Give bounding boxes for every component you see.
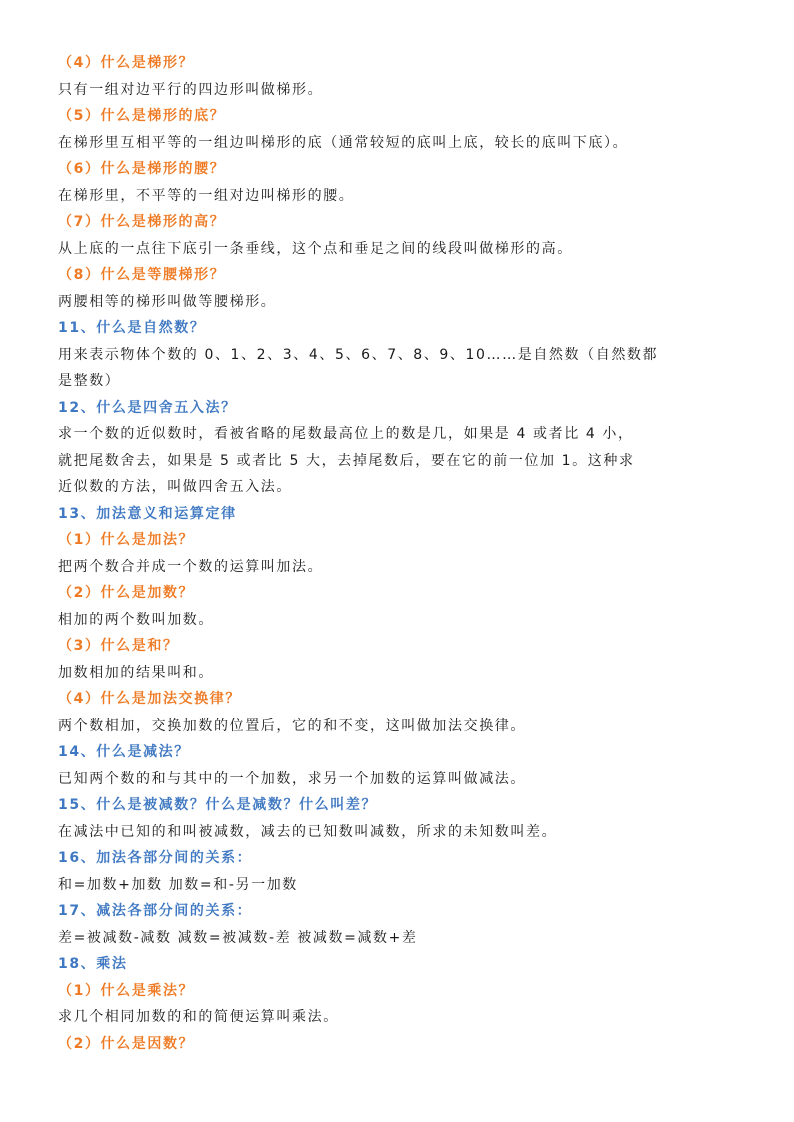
formula-addition-relations: 和=加数+加数 加数=和-另一加数 <box>58 876 298 893</box>
formula-subtraction-relations: 差=被减数-减数 减数=被减数-差 被减数=减数+差 <box>58 929 418 946</box>
paragraph-rounding-1: 求一个数的近似数时，看被省略的尾数最高位上的数是几，如果是 4 或者比 4 小， <box>58 426 634 442</box>
subheading-trapezoid: （4）什么是梯形？ <box>58 55 195 71</box>
section-heading-addition-relations: 16、加法各部分间的关系： <box>58 850 253 866</box>
subheading-trapezoid-leg: （6）什么是梯形的腰？ <box>58 161 226 177</box>
paragraph-commutative-law: 两个数相加，交换加数的位置后，它的和不变，这叫做加法交换律。 <box>58 717 526 734</box>
paragraph-rounding-2: 就把尾数舍去，如果是 5 或者比 5 大，去掉尾数后，要在它的前一位加 1。这种求 <box>58 452 635 469</box>
paragraph-trapezoid-definition: 只有一组对边平行的四边形叫做梯形。 <box>58 81 324 98</box>
section-heading-multiplication: 18、乘法 <box>58 956 128 972</box>
paragraph-trapezoid-base: 在梯形里互相平等的一组边叫梯形的底（通常较短的底叫上底，较长的底叫下底）。 <box>58 134 629 151</box>
subheading-isosceles-trapezoid: （8）什么是等腰梯形？ <box>58 267 226 283</box>
section-heading-minuend-subtrahend: 15、什么是被减数？什么是减数？什么叫差？ <box>58 797 378 813</box>
paragraph-multiplication: 求几个相同加数的和的简便运算叫乘法。 <box>58 1009 339 1025</box>
paragraph-addition: 把两个数合并成一个数的运算叫加法。 <box>58 558 324 575</box>
paragraph-subtraction: 已知两个数的和与其中的一个加数，求另一个加数的运算叫做减法。 <box>58 770 526 787</box>
paragraph-isosceles-trapezoid: 两腰相等的梯形叫做等腰梯形。 <box>58 293 277 310</box>
paragraph-minuend-subtrahend: 在减法中已知的和叫被减数，减去的已知数叫减数，所求的未知数叫差。 <box>58 823 558 840</box>
section-heading-natural-numbers: 11、什么是自然数？ <box>58 320 206 336</box>
subheading-trapezoid-base: （5）什么是梯形的底？ <box>58 108 226 124</box>
paragraph-natural-numbers-1: 用来表示物体个数的 0、1、2、3、4、5、6、7、8、9、10……是自然数（自然数都 <box>58 346 659 363</box>
section-heading-subtraction: 14、什么是减法？ <box>58 744 190 760</box>
paragraph-rounding-3: 近似数的方法，叫做四舍五入法。 <box>58 479 292 495</box>
paragraph-trapezoid-leg: 在梯形里，不平等的一组对边叫梯形的腰。 <box>58 187 355 204</box>
section-heading-subtraction-relations: 17、减法各部分间的关系： <box>58 903 253 919</box>
section-heading-rounding: 12、什么是四舍五入法？ <box>58 399 237 416</box>
subheading-addend: （2）什么是加数？ <box>58 585 195 601</box>
paragraph-natural-numbers-2: 是整数） <box>58 373 121 389</box>
subheading-commutative-law: （4）什么是加法交换律？ <box>58 691 241 707</box>
subheading-addition: （1）什么是加法？ <box>58 532 195 548</box>
subheading-sum: （3）什么是和？ <box>58 638 179 654</box>
subheading-trapezoid-height: （7）什么是梯形的高？ <box>58 214 226 230</box>
subheading-multiplication: （1）什么是乘法？ <box>58 982 195 999</box>
paragraph-sum: 加数相加的结果叫和。 <box>58 664 214 681</box>
document-page <box>58 50 748 1057</box>
paragraph-trapezoid-height: 从上底的一点往下底引一条垂线，这个点和垂足之间的线段叫做梯形的高。 <box>58 240 573 257</box>
section-heading-addition-laws: 13、加法意义和运算定律 <box>58 505 237 522</box>
subheading-factor: （2）什么是因数？ <box>58 1035 195 1052</box>
paragraph-addend: 相加的两个数叫加数。 <box>58 611 214 628</box>
